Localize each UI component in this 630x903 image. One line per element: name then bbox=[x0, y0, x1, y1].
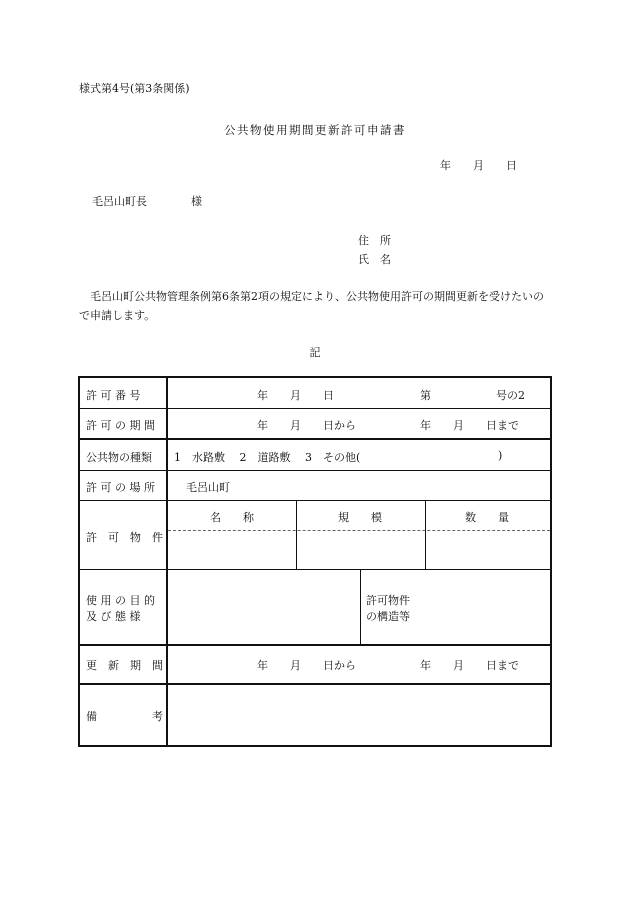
type-close-paren: ) bbox=[498, 449, 503, 462]
label-permit-place: 許 可 の 場 所 bbox=[86, 481, 155, 494]
row-divider bbox=[80, 470, 550, 471]
permit-date: 年 月 日 bbox=[257, 389, 334, 402]
application-table bbox=[78, 376, 552, 747]
addressee bbox=[92, 193, 202, 209]
col-header-spec: 規 模 bbox=[338, 511, 382, 524]
col-divider bbox=[360, 569, 361, 644]
document-title: 公共物使用期間更新許可申請書 bbox=[224, 123, 406, 137]
form-number: 様式第4号(第3条関係) bbox=[79, 82, 190, 95]
permit-go: 号の2 bbox=[496, 389, 525, 402]
body-text: 毛呂山町公共物管理条例第6条第2項の規定により、公共物使用許可の期間更新を受けたいので申請します。 bbox=[79, 290, 544, 322]
row-divider bbox=[80, 683, 550, 685]
ki-heading: 記 bbox=[309, 346, 321, 359]
sublabel-structure-1: 許可物件 bbox=[366, 594, 410, 607]
address-label: 住 所 bbox=[358, 234, 391, 247]
label-permit-item: 許 可 物 件 bbox=[86, 531, 163, 544]
period-from: 年 月 日から bbox=[257, 419, 356, 432]
renewal-from: 年 月 日から bbox=[257, 659, 356, 672]
label-column-divider bbox=[166, 378, 168, 745]
col-divider bbox=[296, 500, 297, 569]
label-permit-period: 許 可 の 期 間 bbox=[86, 419, 155, 432]
label-purpose-2: 及 び 態 様 bbox=[86, 610, 141, 623]
renewal-to: 年 月 日まで bbox=[420, 659, 519, 672]
inner-divider bbox=[168, 644, 360, 645]
col-divider bbox=[425, 500, 426, 569]
name-label: 氏 名 bbox=[358, 253, 391, 266]
row-divider bbox=[80, 500, 550, 501]
period-to: 年 月 日まで bbox=[420, 419, 519, 432]
col-header-qty: 数 量 bbox=[465, 511, 509, 524]
label-renewal-period: 更 新 期 間 bbox=[86, 659, 163, 672]
addressee-suffix: 様 bbox=[191, 195, 202, 208]
row-divider bbox=[80, 438, 550, 440]
label-public-type: 公共物の種類 bbox=[86, 451, 152, 464]
dashed-divider bbox=[168, 530, 550, 531]
label-remarks-1: 備 bbox=[86, 710, 97, 723]
permit-place-value: 毛呂山町 bbox=[186, 481, 230, 494]
sublabel-structure-2: の構造等 bbox=[366, 610, 410, 623]
col-header-name: 名 称 bbox=[210, 511, 254, 524]
label-permit-number: 許 可 番 号 bbox=[86, 389, 141, 402]
type-options: 1 水路敷 2 道路敷 3 その他( bbox=[174, 451, 361, 464]
permit-dai: 第 bbox=[420, 389, 431, 402]
row-divider bbox=[80, 408, 550, 409]
date-line: 年 月 日 bbox=[440, 159, 517, 172]
row-divider bbox=[80, 569, 550, 570]
label-remarks-2: 考 bbox=[152, 710, 163, 723]
addressee-name: 毛呂山町長 bbox=[92, 195, 147, 208]
label-purpose-1: 使 用 の 目 的 bbox=[86, 594, 155, 607]
